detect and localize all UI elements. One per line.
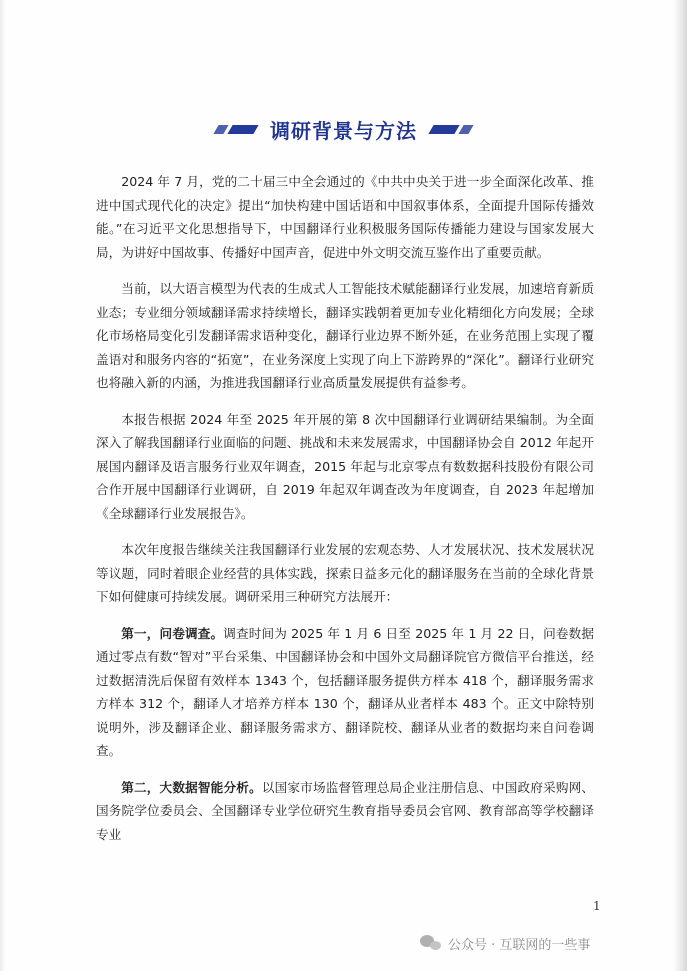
watermark — [420, 930, 590, 956]
body-text — [96, 170, 594, 859]
method-bigdata-paragraph — [96, 776, 594, 847]
wechat-icon — [420, 934, 442, 952]
paragraph-4: 本次年度报告继续关注我国翻译行业发展的宏观态势、人才发展状况、技术发展状况等议题，同时着眼企业经营的具体实践，探索日益多元化的翻译服务在当前的全球化背景下如何健康可持续发展。调研采用三种研究方法展开： — [96, 542, 594, 604]
method-bigdata-lead: 第二，大数据智能分析。 — [121, 779, 262, 795]
heading-right-decoration-icon — [431, 125, 471, 134]
paragraph-3: 本报告根据 2024 年至 2025 年开展的第 8 次中国翻译行业调研结果编制。为全面深入了解我国翻译行业面临的问题、挑战和未来发展需求，中国翻译协会自 2012 年起开展国内翻译及语言服务行业双年调查，2015 年起与北京零点有数数据科技股份有限公司合作开展中国翻译行业调研，自 2019 年起双年调查改为年度调查，自 2023 年起增加《全球翻译行业发展报告》。 — [96, 411, 594, 521]
method-survey-lead: 第一，问卷调查。 — [121, 625, 224, 641]
watermark-text: 公众号 · 互联网的一些事 — [448, 937, 591, 953]
method-survey-paragraph — [96, 622, 594, 763]
section-heading — [0, 112, 687, 146]
method-bigdata-text: 以国家市场监督管理总局企业注册信息、中国政府采购网、国务院学位委员会、全国翻译专业学位研究生教育指导委员会官网、教育部高等学校翻译专业 — [96, 779, 595, 842]
section-title: 调研背景与方法 — [270, 118, 417, 143]
method-survey-text: 调查时间为 2025 年 1 月 6 日至 2025 年 1 月 22 日，问卷数据通过零点有数“智对”平台采集、中国翻译协会和中国外文局翻译院官方微信平台推送，经过数据清洗后保留有效样本 1343 个，包括翻译服务提供方样本 418 个，翻译服务需求方样本 312 个，翻译人才培养方样本 130 个，翻译从业者样本 483 个。正文中除特别说明外，涉及翻译企业、翻译服务需求方、翻译院校、翻译从业者的数据均来自问卷调查。 — [96, 625, 594, 758]
paragraph-2: 当前，以大语言模型为代表的生成式人工智能技术赋能翻译行业发展，加速培育新质业态；专业细分领域翻译需求持续增长，翻译实践朝着更加专业化精细化方向发展；全球化市场格局变化引发翻译需求语种变化，翻译行业边界不断外延，在业务范围上实现了覆盖语对和服务内容的“拓宽”，在业务深度上实现了向上下游跨界的“深化”。翻译行业研究也将融入新的内涵，为推进我国翻译行业高质量发展提供有益参考。 — [96, 281, 594, 390]
paragraph-1: 2024 年 7 月，党的二十届三中全会通过的《中共中央关于进一步全面深化改革、推进中国式现代化的决定》提出“加快构建中国话语和中国叙事体系，全面提升国际传播效能。”在习近平文化思想指导下，中国翻译行业积极服务国际传播能力建设与国家发展大局，为讲好中国故事、传播好中国声音，促进中外文明交流互鉴作出了重要贡献。 — [96, 174, 594, 260]
page-number: 1 — [593, 899, 601, 913]
heading-left-decoration-icon — [216, 125, 256, 134]
